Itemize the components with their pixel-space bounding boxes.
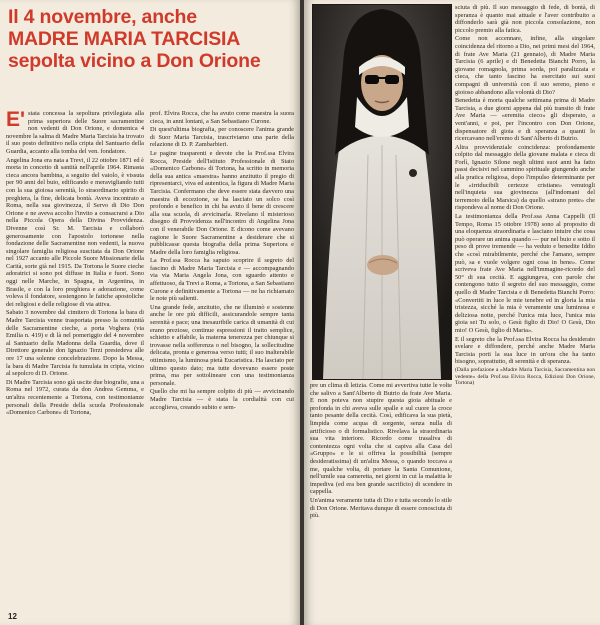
left-column-2 [150, 110, 294, 604]
paragraph: Benedetta è morta qualche settimana prima di Madre Tarcisia, a due giorni appena dal più transito di frate Ave Maria — «eremita cieco» gli disperato, a vent'anni, e poi, per l'incontro con Don Orione, dispensatore di gioia e di speranza a quanti lo ricercavano nell'eremo di Sant'Alberto di Butrio. [455, 97, 595, 143]
paragraph: stata concessa la sepoltura privilegiata alla prima superiora delle Suore sacramentine non vedenti di Don Orione, e domenica 4 novembre la salma di Madre Maria Tarcisia ha trovato il suo posto definitivo nella cripta del Santuario della Guardia, accanto alla tomba del ven. fondatore. [6, 110, 144, 155]
drop-cap: E' [6, 110, 26, 131]
paragraph: Come non accennare, infine, alla singolare coincidenza del ritorno a Dio, nei primi mesi del 1964, di frate Ave Maria (21 gennaio), di Madre Maria Tarcisia (6 aprile) e di Benedetta Bianchi Porro, la giovane romagnola, prima sorda, poi paralizzata e cieca, che tanto fascino ha esercitato sui suoi compagni di università con il suo sereno, pieno e gioioso abbandono alla volontà di Dio? [455, 35, 595, 96]
paragraph: E il segreto che la Prof.ssa Elvira Rocca ha desiderato svelare e diffondere, perché anche Madre Maria Tarcisia porti la sua luce in un'ora che ha tanto bisogno, soprattutto, di serenità e di speranza. [455, 335, 595, 366]
paragraph: Sabato 3 novembre dal cimitero di Tortona la bara di Madre Tarcisia venne trasportata presso la comunità delle Sacramentine cieche, a porta Voghera (via Emilia n. 419) e di là nel pomeriggio del 4 novembre al Santuario della Madonna della Guardia, dove il Direttore generale don Ignazio Terzi presiedeva alle ore 17 una solenne concelebrazione. Dopo la Messa, la bara di Madre Tarcisia fu tumulata in cripta, vicino al sepolcro di D. Orione. [6, 309, 144, 378]
paragraph: Una grande fede, anzitutto, che ne illuminò e sostenne anche le ore più difficili, assicurandole sempre tanta serenità e pace; una inesauribile carica di umanità di cui erano preziose, continue espressioni il tratto semplice, schietto e affabile, la materna tenerezza per chiunque si trovasse nella sofferenza o nel bisogno, la sollecitudine delicata, pronta e generosa verso tutti; il suo inalterabile ottimismo, la luminosa pietà Eucaristica. Ha lasciato per ultimo questo dato; ma tutte dovevano essere poste prima, ma per sottolineare con una testimonianza personale. [150, 303, 294, 387]
headline-line-3: sepolta vicino a Don Orione [8, 50, 261, 72]
paragraph: Quello che mi ha sempre colpito di più — avvicinando Madre Tarcisia — è stata la cordialità con cui accoglieva, creando subito e sem- [150, 388, 294, 411]
right-column-1 [310, 382, 452, 618]
left-column-1 [6, 110, 144, 604]
source-caption: (Dalla prefazione a «Madre Maria Tarcisia, Sacramentina non vedente» della Prof.ssa Elvira Rocca, Edizioni Don Orione, Tortona) [455, 366, 595, 387]
paragraph: Angelina Jona era nata a Trevi, il 22 ottobre 1871 ed è morta in concetto di santità nell'aprile 1964. Rimasta cieca ancora bambina, a seguito del vaiolo, è vissuta per 90 anni del buio, edificando e meravigliando tutti con la sua gioiosa serenità, lo straordinario spirito di preghiera, la fine, delicata bontà. Aveva incontrato a Roma, nella sua giovinezza, il Servo di Dio Don Orione e ne aveva accolto l'invito a consacrarsi a Dio nella Piccola Opera della Divina Provvidenza. Divenne così Sr. M. Tarcisia e collaborò generosamente con l'apostolo tortonese nella fondazione delle Sacramentine non vedenti, la nuova singolare famiglia religiosa suscitata da Don Orione nel 1927 accanto alle Piccole Suore Missionarie della Carità, sorte già nel 1915. Da Tortona le Suore cieche adoratrici si sono poi diffuse in Italia e fuori. Sono oggi nelle Marche, in Spagna, in Argentina, in Brasile, e con la loro preghiera e adorazione, come voleva il fondatore, sostengono le fatiche apostoliche dei religiosi e delle religiose di via attiva. [6, 156, 144, 308]
nun-portrait-image [313, 5, 451, 379]
paragraph: prof. Elvira Rocca, che ha avuto come maestra la suora cieca, in anni lontani, a San Sebastiano Curone. [150, 110, 294, 125]
paragraph: Di Madre Tarcisia sono già uscite due biografie, una a Roma nel 1972, curata da don Andrea Gemma, e un'altra recentemente a Tortona, con testimonianze personali della Preside della scuola Professionale «Domenico Carbone» di Tortona, [6, 378, 144, 417]
headline-line-2: MADRE MARIA TARCISIA [8, 28, 241, 50]
paragraph: Altra provvidenziale coincidenza: profondamente colpito dal messaggio della giovane malata e cieca di Forlì, Ignazio Silone negli ultimi suoi anni ha fatto passi decisivi nel cammino spirituale giungendo anche alla pratica religiosa, dopo l'impulso determinante per le «irriducibili certezze cristiane» venutogli nell'inquieta sua giovinezza (all'indomani del terremoto della Marsica) da quello «strano prete» che rispondeva al nome di Don Orione. [455, 143, 595, 212]
paragraph: La Prof.ssa Rocca ha saputo scoprire il segreto del fascino di Madre Maria Tarcisia e — accompagnando via via Maria Angela Jona, con sguardo attento e affettuoso, da Trevi a Roma, a Tortona, a San Sebastiano Curone e definitivamente a Tortona — ne ha richiamato le note più salienti. [150, 257, 294, 303]
paragraph: Un'anima veramente tutta di Dio e tutta secondo lo stile di Don Orione. Meritava dunque di essere conosciuta di più. [310, 496, 452, 520]
page-number: 12 [8, 612, 17, 621]
paragraph: Di quest'ultima biografia, per conoscere l'anima grande di Suor Maria Tarcisia, trascriviamo una parte della relazione di D. P. Zambarbieri. [150, 126, 294, 149]
article-headline [8, 6, 298, 72]
paragraph: sciuta di più. Il suo messaggio di fede, di bontà, di speranza è quanto mai attuale e l'aver contribuito a diffonderlo sarà già non piccola consolazione, non piccolo premio alla fatica. [455, 4, 595, 34]
right-column-2 [455, 4, 595, 618]
paragraph: La testimonianza della Prof.ssa Anna Cappelli (Il Tempo, Roma 15 ottobre 1978) sono al proposito di una eloquenza straordinaria e lasciano intuire che cosa può operare un anima quando — pur nel buio e sotto il peso di prove tremende — ha veduto e benedite Iddio che «così mirabilmente, perché che l'amano, sempre può, sa e vuole volgere ogni cosa in bene». Come scriveva frate Ave Maria nell'immagine-ricordo del 50° di sua cecità. E aggiungeva, con parole che contengono tutto il segreto del suo messaggio, come quello di Madre Tarcisia e di Benedetta Bianchi Porro: «Convertiti in luce le mie tenebre ed in gloria la mia tristezza, sicché la mia è veramente una luminosa e deliziosa notte, perché l'unica mia luce, l'unica mia gioia sei Tu solo, o Gesù figlio di Dio! O Gesù, Dio mio! O Gesù, figlio di Maria». [455, 213, 595, 334]
headline-line-1: Il 4 novembre, anche [8, 6, 197, 28]
paragraph: Le pagine trasparenti e devote che la Prof.ssa Elvira Rocca, Preside dell'Istituto Professionale di Stato «Domenico Carbone» di Tortona, ha scritto in memoria della sua antica «maestra» hanno anzitutto il pregio di ripresentarci, viva ed autentica, la figura di Madre Maria Tarcisia. Confermano che deve essere stata davvero una maestra di eccezione, se ha lasciato un solco così profondo e benefico in chi ha avuto il bene di crescere alla sua scuola, di avvicinarla. Rivelano il misterioso disegno di Provvidenza nell'incontro di Angelina Jona con il venerabile Don Orione. E dicono come avevano ragione le Suore Sacramentine a desiderare che si pubblicasse questa biografia della prima Superiora e Madre della loro famiglia religiosa. [150, 149, 294, 256]
nun-portrait-photo [312, 4, 452, 380]
paragraph: pre un clima di letizia. Come mi avvertiva tutte le volte che salivo a Sant'Alberto di Butrio da frate Ave Maria. E non poteva non stupire questa gioia abituale e profonda in chi aveva sulle spalle e sul cuore la croce tanto pesante della cecità. Così, edificava la sua pietà, limpida come acqua di sorgente, senza nulla di artificioso o di formalistico. Rivelava la straordinaria sua vita interiore. Ricordo come trasaliva di contentezza ogni volta che si capiva alla Casa del «Gruppo» e le si offriva la possibilità (sempre desideratissima) di un'altra Messa, o quando toccava a me, qualche volta, di portare la Santa Comunione, nell'umile sua cameretta, nei giorni in cui la malattia le impediva (ed era ben grande sacrificio) di scendere in cappella. [310, 382, 452, 496]
right-page [304, 0, 600, 625]
